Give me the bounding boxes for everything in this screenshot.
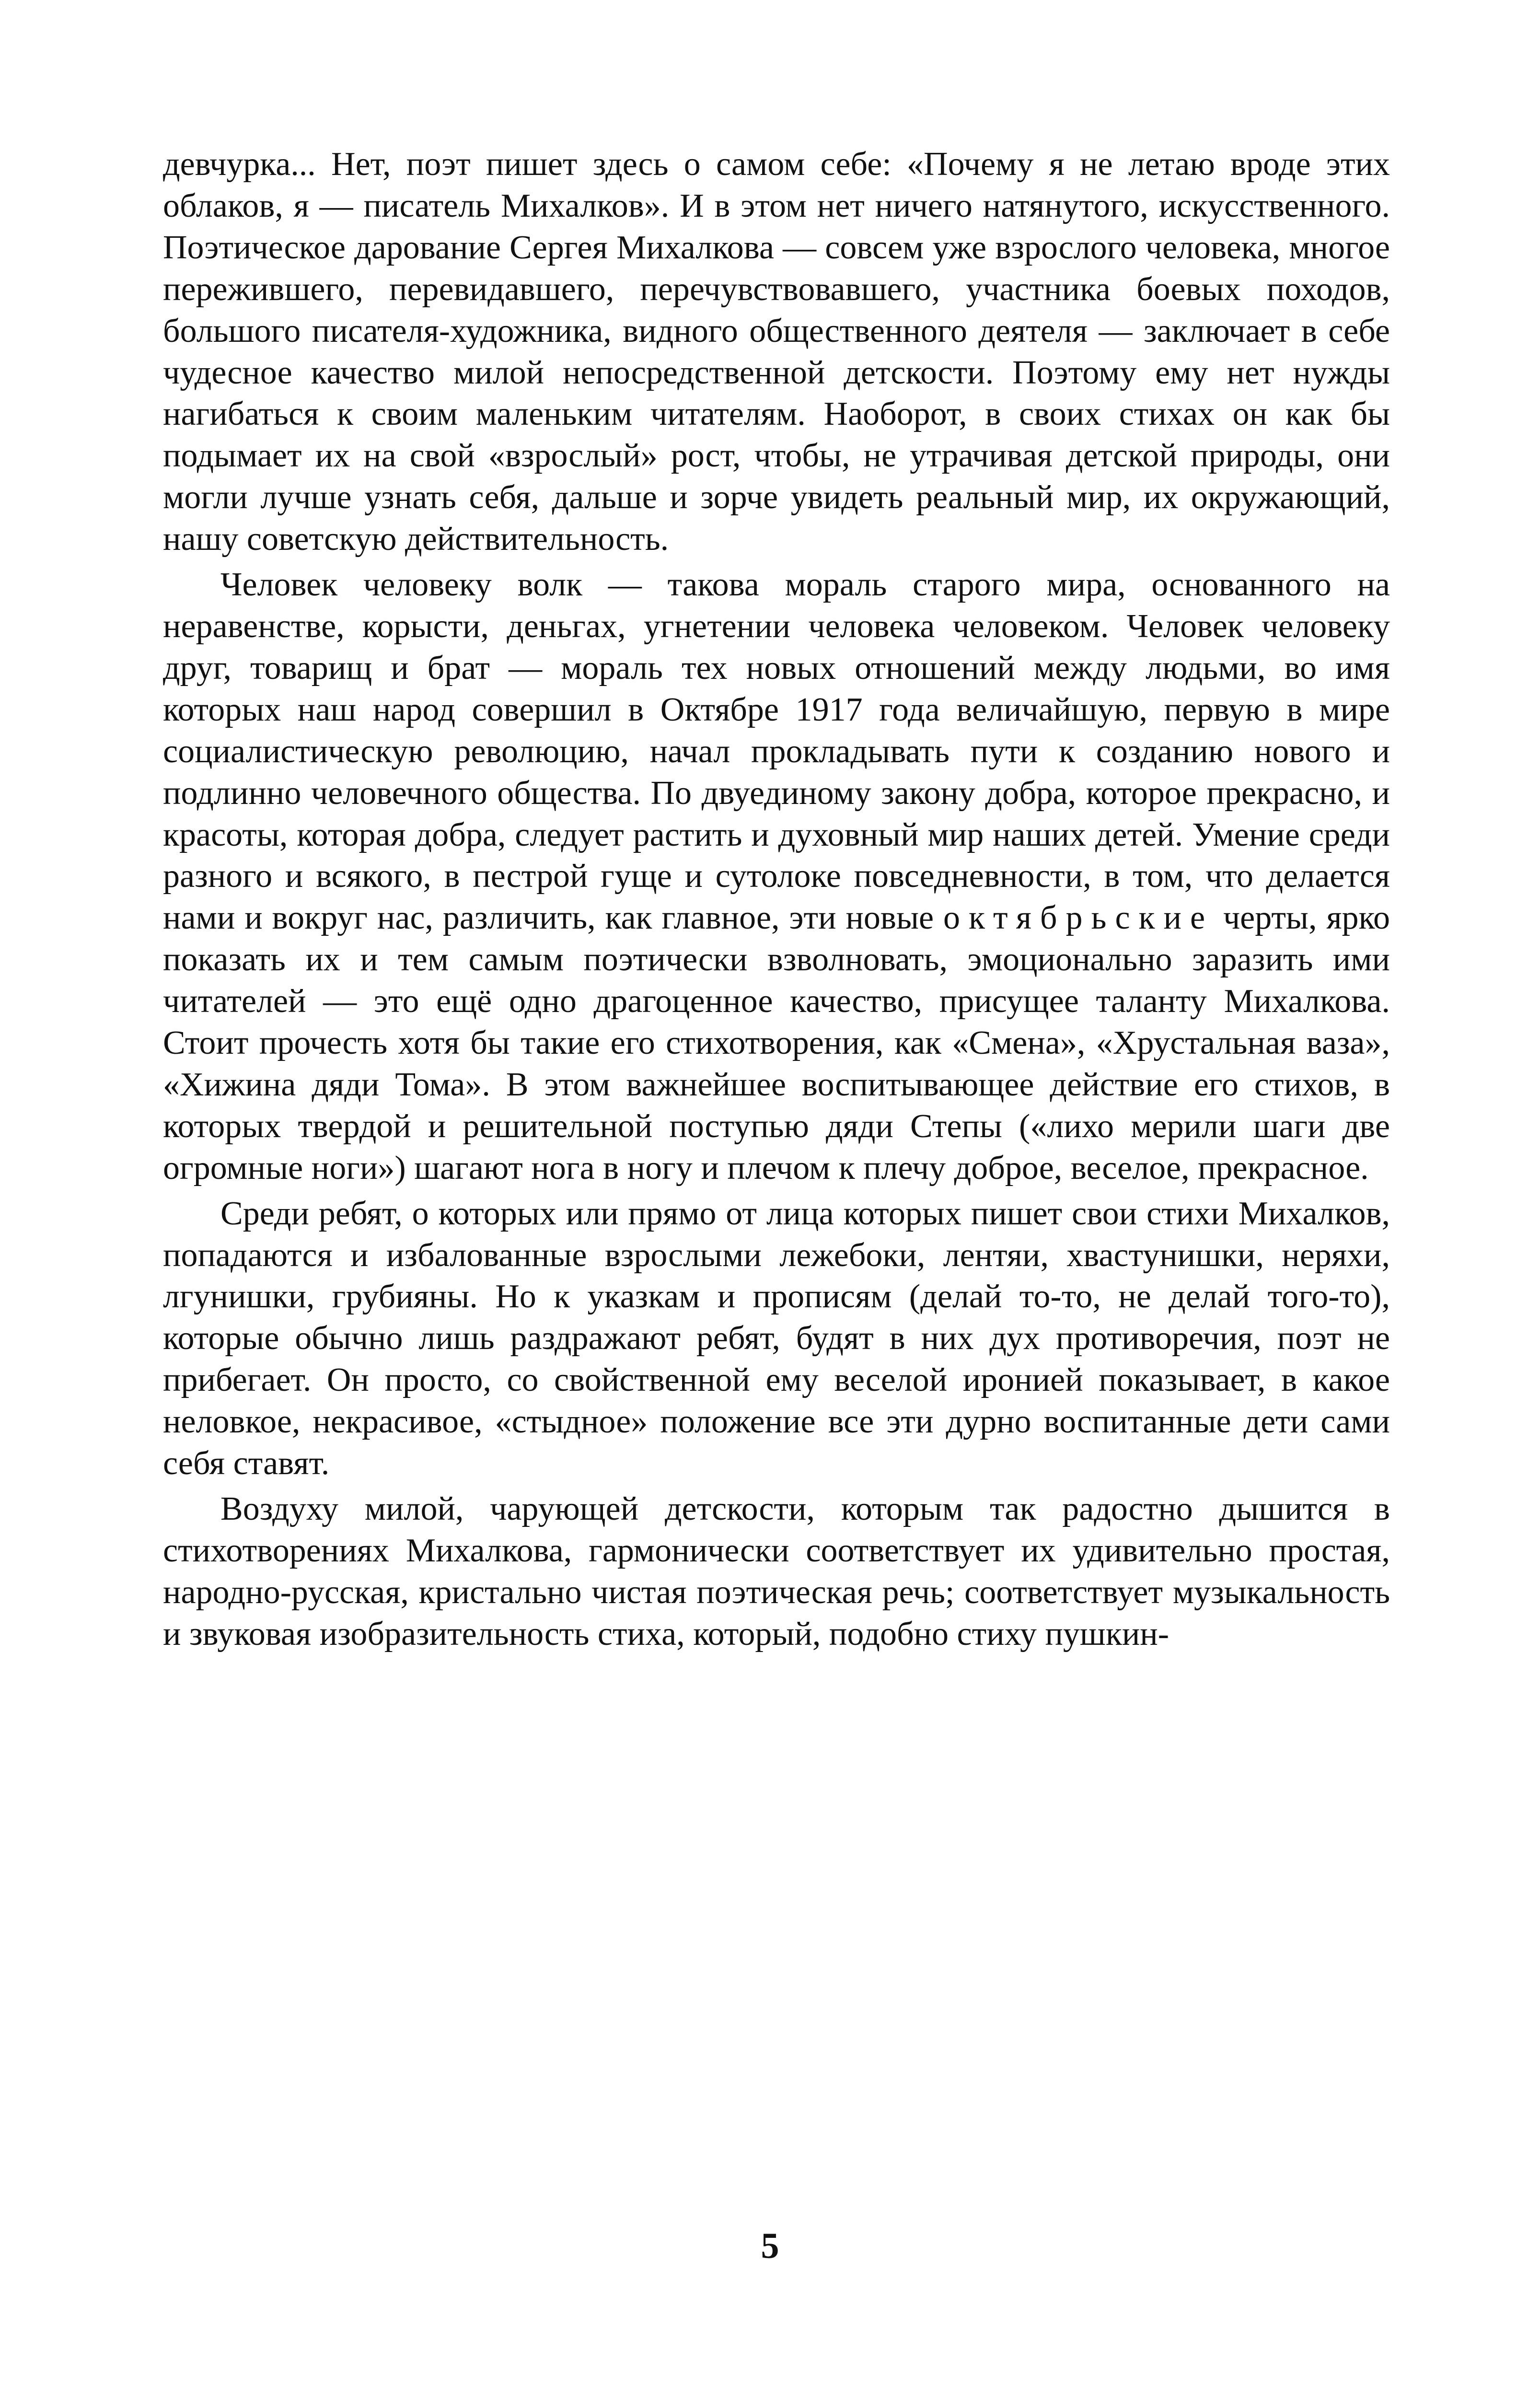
paragraph-2 — [163, 564, 1390, 1189]
page-number: 5 — [761, 2226, 779, 2266]
emphasized-word: октябрьские — [943, 899, 1214, 937]
paragraph-2-text-before: Человек человеку волк — такова мораль старого мира, основанного на неравенстве, корысти, деньгах, угнетении человека человеком. Человек человеку друг, товарищ и брат — мораль тех новых отношений между людьми, во имя которых наш народ совершил в Октябре 1917 года величайшую, первую в мире социалистическую революцию, начал прокладывать пути к созданию нового и подлинно человечного общества. По двуединому закону добра, которое прекрасно, и красоты, которая добра, следует растить и духовный мир наших детей. Умение среди разного и всякого, в пестрой гуще и сутолоке повседневности, в том, что делается нами и вокруг нас, различить, как главное, эти новые — [163, 566, 1390, 937]
paragraph-3: Среди ребят, о которых или прямо от лица которых пишет свои стихи Михалков, попадаются и избалованные взрослыми лежебоки, лентяи, хвастунишки, неряхи, лгунишки, грубияны. Но к указкам и прописям (делай то-то, не делай того-то), которые обычно лишь раздражают ребят, будят в них дух противоречия, поэт не прибегает. Он просто, со свойственной ему веселой иронией показывает, в какое неловкое, некрасивое, «стыдное» положение все эти дурно воспитанные дети сами себя ставят. — [163, 1195, 1390, 1482]
paragraph-1: девчурка... Нет, поэт пишет здесь о самом себе: «Почему я не летаю вроде этих облаков, я — писатель Михалков». И в этом нет ничего натянутого, искусственного. Поэтическое дарование Сергея Михалкова — совсем уже взрослого человека, многое пережившего, перевидавшего, перечувствовавшего, участника боевых походов, большого писателя-художника, видного общественного деятеля — заключает в себе чудесное качество милой непосредственной детскости. Поэтому ему нет нужды нагибаться к своим маленьким читателям. Наоборот, в своих стихах он как бы подымает их на свой «взрослый» рост, чтобы, не утрачивая детской природы, они могли лучше узнать себя, дальше и зорче увидеть реальный мир, их окружающий, нашу советскую действительность. — [163, 146, 1390, 558]
paragraph-2-text-after: черты, ярко показать их и тем самым поэтически взволновать, эмоционально заразить ими читателей — это ещё одно драгоценное качество, присущее таланту Михалкова. Стоит прочесть хотя бы такие его стихотворения, как «Смена», «Хрустальная ваза», «Хижина дяди Тома». В этом важнейшее воспитывающее действие его стихов, в которых твердой и решительной поступью дяди Степы («лихо мерили шаги две огромные ноги») шагают нога в ногу и плечом к плечу доброе, веселое, прекрасное. — [163, 899, 1390, 1187]
body-text — [163, 144, 1390, 1655]
paragraph-4: Воздуху милой, чарующей детскости, которым так радостно дышится в стихотворениях Михалкова, гармонически соответствует их удивительно простая, народно-русская, кристально чистая поэтическая речь; соответствует музыкальность и звуковая изобразительность стиха, который, подобно стиху пушкин- — [163, 1490, 1390, 1652]
